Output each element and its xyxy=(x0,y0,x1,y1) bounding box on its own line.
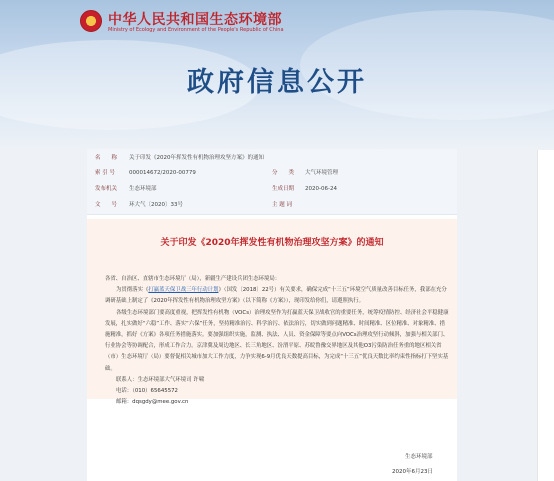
meta-row-name xyxy=(87,151,457,165)
category-label: 分 类 xyxy=(272,170,295,176)
signature-org: 生态环境部 xyxy=(405,454,433,460)
org-value: 生态环境部 xyxy=(129,186,157,192)
category-value: 大气环境管理 xyxy=(305,170,339,176)
signature-date: 2020年6月23日 xyxy=(392,469,433,475)
docno-label: 文 号 xyxy=(95,202,118,208)
paragraph-2: 各级生态环境部门要高度重视，把挥发性有机物（VOCs）治理攻坚作为打赢蓝天保卫战收官的重要任务，统筹疫情防控、经济社会平稳健康发展，扎实做好“六稳”工作、落实“六保”任务，坚持精准治污、科学治污、依法治污，切实做到问题精准、时间精准、区位精准、对象精准、措施精准，抓好《方案》各项任务措施落实。要加强组织实施，监测、执法、人员、资金保障等要点向VOCs治理攻坚行动倾斜，加强与相关部门、行业协会等协调配合，形成工作合力。京津冀及周边地区、长三角地区、汾渭平原、苏皖鲁豫交界地区及其他O3污染防治任务重的地区相关省（市）生态环境厅（局）要督促相关城市加大工作力度，力争实现6-9月优良天数提高目标，为完成“十三五”优良天数比率约束性指标打下坚实基础。 xyxy=(105,309,449,372)
paragraph-1-text: 为贯彻落实《 xyxy=(116,287,149,294)
document-title: 关于印发《2020年挥发性有机物治理攻坚方案》的通知 xyxy=(160,238,384,248)
paragraph-1 xyxy=(105,285,449,307)
index-label: 索 引 号 xyxy=(95,170,115,176)
document-panel xyxy=(87,149,457,481)
section-title: 政府信息公开 xyxy=(187,67,367,98)
contact-phone: 电话：（010）65645572 xyxy=(116,388,178,395)
ministry-name-en: Ministry of Ecology and Environment of the People's Republic of China xyxy=(108,27,284,33)
side-strip xyxy=(537,150,554,481)
ministry-name[interactable]: 中华人民共和国生态环境部 xyxy=(108,12,282,28)
national-emblem-icon[interactable] xyxy=(80,10,102,32)
docno-value: 环大气〔2020〕33号 xyxy=(129,202,183,208)
document-body xyxy=(105,274,449,408)
org-label: 发布机关 xyxy=(95,186,118,192)
contact-email: 邮箱：dqsgdy@mee.gov.cn xyxy=(116,399,189,406)
keyword-label: 主 题 词 xyxy=(272,202,292,208)
date-label: 生成日期 xyxy=(272,186,295,192)
document-metadata xyxy=(87,149,457,215)
meta-row-org xyxy=(87,182,457,196)
salutation: 各省、自治区、直辖市生态环境厅（局），新疆生产建设兵团生态环境局： xyxy=(105,276,281,282)
contact-person: 联系人：生态环境部大气环境司 许啸 xyxy=(116,376,204,383)
paragraph-1-text: 》（国发〔2018〕22号）有关要求，确保完成“十三五”环境空气质量改善目标任务，我部在充分调研基础上制定了《2020年挥发性有机物治理攻坚方案》（以下简称《方案》），现印发给你们，请遵照执行。 xyxy=(105,287,447,305)
meta-row-index xyxy=(87,166,457,180)
date-value: 2020-06-24 xyxy=(305,186,337,192)
name-label: 名 称 xyxy=(95,155,118,161)
header-banner xyxy=(0,0,554,150)
name-value: 关于印发《2020年挥发性有机物治理攻坚方案》的通知 xyxy=(129,155,264,161)
action-plan-link[interactable]: 打赢蓝天保卫战三年行动计划 xyxy=(148,287,219,294)
meta-row-docno xyxy=(87,198,457,212)
index-value: 000014672/2020-00779 xyxy=(129,170,196,176)
